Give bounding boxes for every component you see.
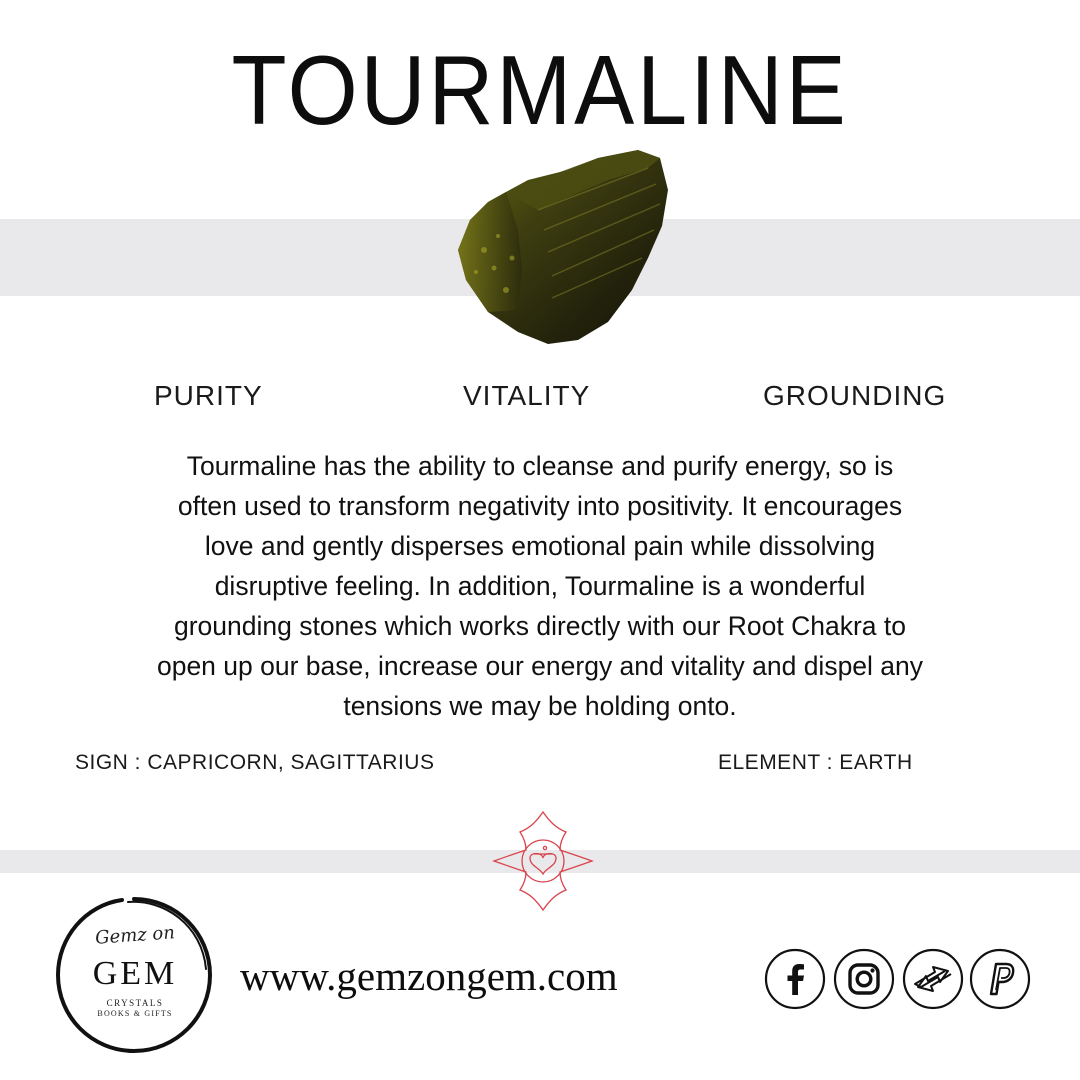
description-line: often used to transform negativity into positivity. It encourages [177, 491, 903, 521]
keyword-purity: PURITY [154, 380, 263, 411]
keyword-grounding: GROUNDING [763, 380, 947, 411]
logo-name: GEM [92, 955, 178, 992]
logo-subtitle: CRYSTALS [106, 998, 164, 1008]
description-line: grounding stones which works directly with our Root Chakra to [173, 611, 907, 641]
element: ELEMENT : EARTH [718, 751, 913, 774]
logo-script-text: Gemz on [94, 922, 176, 949]
description-line: disruptive feeling. In addition, Tourmaline is a wonderful [214, 571, 866, 601]
logo-subtitle: BOOKS & GIFTS [97, 1009, 173, 1018]
website-link[interactable]: www.gemzongem.com [240, 953, 618, 999]
description-line: love and gently disperses emotional pain while dissolving [204, 531, 876, 561]
description-line: tensions we may be holding onto. [343, 691, 737, 721]
page-title: TOURMALINE [231, 35, 849, 145]
description-line: Tourmaline has the ability to cleanse and purify energy, so is [186, 451, 894, 481]
afterpay-icon[interactable] [902, 948, 964, 1010]
tourmaline-crystal-image [448, 140, 680, 350]
root-chakra-icon [490, 808, 596, 914]
facebook-icon[interactable] [764, 948, 826, 1010]
description-line: open up our base, increase our energy and vitality and dispel any [156, 651, 924, 681]
instagram-icon[interactable] [833, 948, 895, 1010]
zodiac-sign: SIGN : CAPRICORN, SAGITTARIUS [75, 751, 435, 774]
paypal-icon[interactable] [969, 948, 1031, 1010]
keyword-vitality: VITALITY [463, 380, 591, 411]
description [60, 446, 1020, 726]
